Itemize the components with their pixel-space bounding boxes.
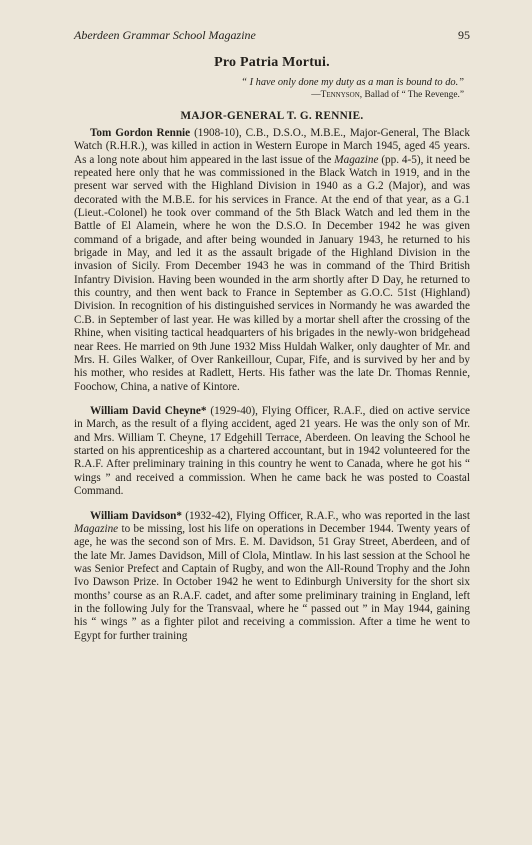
- epigraph-attribution: [74, 89, 464, 101]
- epigraph-quote: “ I have only done my duty as a man is bound to do.”: [241, 77, 464, 88]
- entry-text-continued: (pp. 4-5), it need be repeated here only that he was commissioned in the Black Watch in 1919, and in the present war served with the Highland Division in 1940 as a G.2 (Major), and was decorated with the M.B.E. for his services in France. At the end of that year, as a G.1 (Lieut.-Colonel) he took over command of the 5th Black Watch and led them in the Battle of El Alamein, where he won the D.S.O. In December 1942 he was given command of a brigade, and after being wounded in January 1943, he returned to his brigade in May, and led it as the assault brigade of the Highland Division in the invasion of Sicily. From December 1943 he was in command of the Third British Infantry Division. Having been wounded in the arm shortly after D Day, he returned to this country, and then went back to France in September as G.O.C. 51st (Highland) Division. In recognition of his distinguished services in Normandy he was awarded the C.B. in September of last year. He was killed by a mortar shell after the crossing of the Rhine, when visiting tactical headquarters of his brigades in the newly-won bridgehead near Rees. He married on 9th June 1932 Miss Huldah Walker, only daughter of Mr. and Mrs. H. Giles Walker, of Over Rankeillour, Cupar, Fife, and is survived by her and by his mother, who resides at Radlett, Herts. His father was the late Dr. Thomas Rennie, Foochow, China, a native of Kintore.: [74, 153, 470, 393]
- entry-name: William Davidson*: [90, 509, 182, 522]
- entry-text: (1908-10), C.B., D.S.O., M.B.E., Major-General, The Black Watch (R.H.R.), was killed in action in Western Europe in March 1945, aged 45 years. As a long note about him appeared in the last issue of the: [74, 127, 470, 166]
- entry-name: Tom Gordon Rennie: [90, 127, 191, 139]
- obituary-entry-davidson: [74, 510, 470, 643]
- entry-name: William David Cheyne*: [90, 405, 207, 418]
- page-title: Pro Patria Mortui.: [214, 55, 330, 70]
- epigraph: [74, 77, 470, 101]
- page-number: 95: [458, 28, 470, 42]
- magazine-reference: Magazine: [74, 523, 119, 535]
- entry-text: (1929-40), Flying Officer, R.A.F., died on active service in March, as the result of a flying accident, aged 21 years. He was the only son of Mr. and Mrs. William T. Cheyne, 17 Edgehill Terrace, Aberdeen. On leaving the School he started on his apprenticeship as a chartered accountant, but in 1942 volunteered for the R.A.F. After preliminary training in this country he went to Canada, where he got his “ wings ” and received a commission. When he came back he was posted to Coastal Command.: [74, 405, 470, 498]
- epigraph-author: —Tennyson,: [311, 90, 363, 100]
- obituary-entry-rennie: [74, 127, 470, 394]
- entry-text: (1932-42), Flying Officer, R.A.F., who was reported in the last: [181, 509, 470, 522]
- magazine-reference: Magazine: [334, 153, 379, 166]
- running-title: Aberdeen Grammar School Magazine: [74, 28, 256, 42]
- epigraph-work: Ballad of “ The Revenge.”: [362, 90, 464, 100]
- running-header: [74, 28, 470, 44]
- obituary-entry-cheyne: [74, 405, 470, 498]
- entry-text-continued: to be missing, lost his life on operations in December 1944. Twenty years of age, he was the second son of Mrs. E. M. Davidson, 51 Gray Street, Aberdeen, and of the late Mr. James Davidson, Mill of Clola, Mintlaw. In his last session at the School he was Senior Prefect and Captain of Rugby, and won the All-Round Trophy and the John Ivo Dawson Prize. In October 1942 he went to Edinburgh University for the short six months’ course as an R.A.F. cadet, and after some preliminary training in England, left in the following July for the Transvaal, where he “ passed out ” in May 1944, gaining his “ wings ” as a fighter pilot and receiving a commission. After a time he went to Egypt for further training: [74, 523, 470, 642]
- section-heading: MAJOR-GENERAL T. G. RENNIE.: [180, 110, 364, 122]
